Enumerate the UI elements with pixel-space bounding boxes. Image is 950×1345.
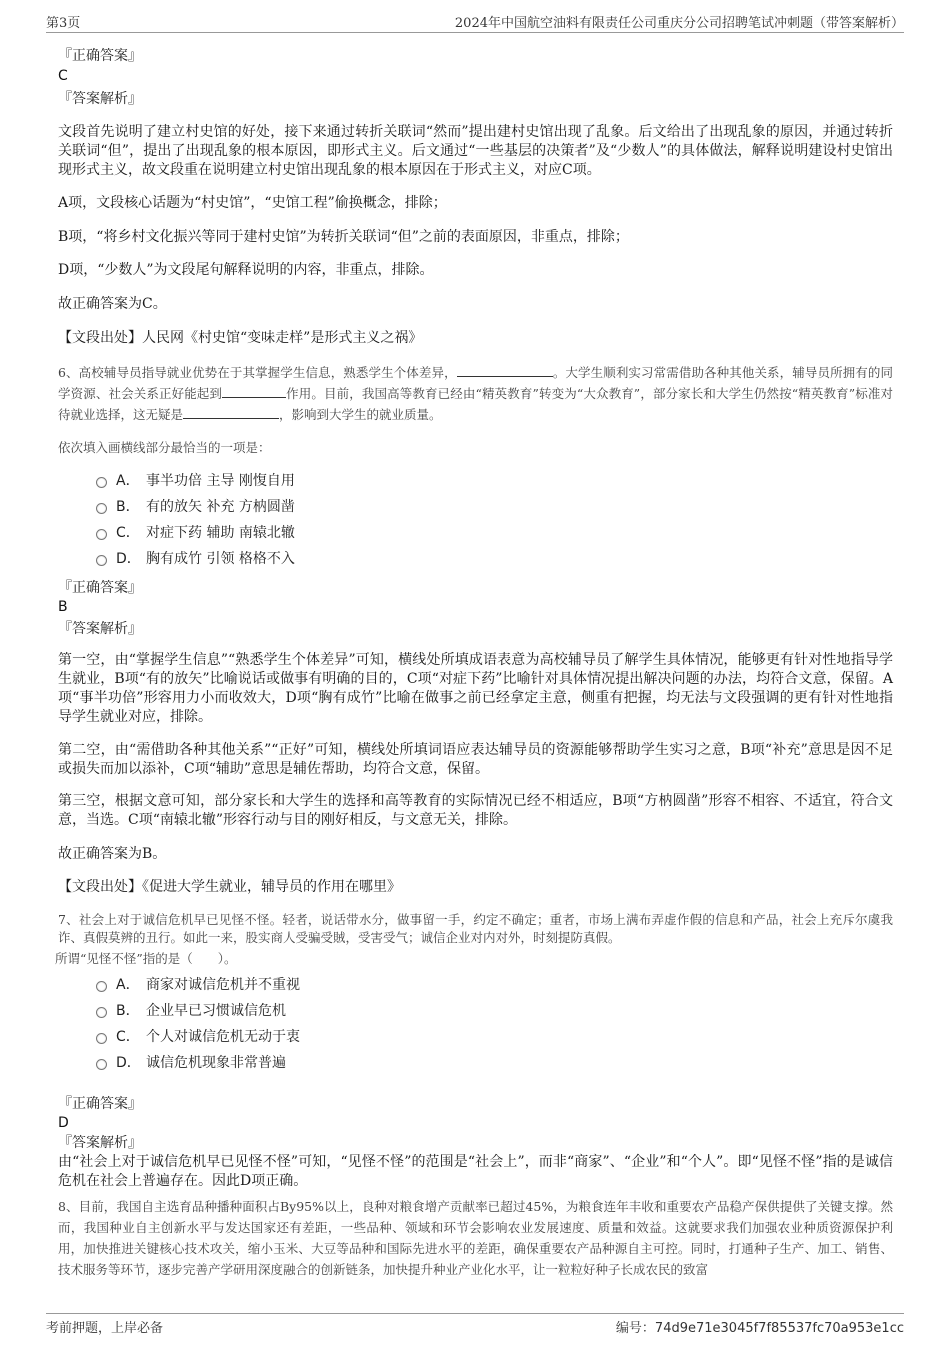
q6-analysis-blank-3: 第三空，根据文意可知，部分家长和大学生的选择和高等教育的实际情况已经不相适应，B项“方枘圆凿”形容不相容、不适宜，符合文意，当选。C项“南辕北辙”形容行动与目的刚好相反，与文意无关，排除。: [58, 793, 893, 828]
q6-option-b[interactable]: [96, 494, 295, 520]
radio-icon[interactable]: [96, 981, 107, 992]
q5-analysis-option-d: D项，“少数人”为文段尾句解释说明的内容，非重点，排除。: [58, 262, 434, 278]
q7-option-d[interactable]: [96, 1050, 286, 1076]
q6-analysis-blank-2: 第二空，由“需借助各种其他关系”“正好”可知，横线处所填词语应表达辅导员的资源能够帮助学生实习之意，B项“补充”意思是因不足或损失而加以添补，C项“辅助”意思是辅佐帮助，均符合文意，保留。: [58, 742, 893, 777]
q6-blank-1: [457, 364, 553, 377]
option-text: 个人对诚信危机无动于衷: [146, 1029, 300, 1045]
q7-analysis-label: 『答案解析』: [58, 1135, 142, 1151]
q6-stem-part-1: 6、高校辅导员指导就业优势在于其掌握学生信息，熟悉学生个体差异，: [58, 365, 457, 380]
q7-option-b[interactable]: [96, 998, 286, 1024]
q7-option-a[interactable]: [96, 972, 300, 998]
option-letter: C．: [116, 525, 140, 541]
radio-icon[interactable]: [96, 555, 107, 566]
document-title: 2024年中国航空油料有限责任公司重庆分公司招聘笔试冲刺题（带答案解析）: [454, 16, 904, 31]
radio-icon[interactable]: [96, 503, 107, 514]
q7-answer: D: [58, 1115, 69, 1131]
option-text: 事半功倍 主导 刚愎自用: [146, 473, 295, 489]
option-text: 诚信危机现象非常普遍: [146, 1055, 286, 1071]
radio-icon[interactable]: [96, 1059, 107, 1070]
option-letter: A．: [116, 473, 140, 489]
radio-icon[interactable]: [96, 1033, 107, 1044]
option-letter: B．: [116, 499, 140, 515]
q6-option-d[interactable]: [96, 546, 295, 572]
q6-source: 【文段出处】《促进大学生就业，辅导员的作用在哪里》: [58, 879, 401, 895]
q6-stem-part-2: 。大学生顺利实习常需借助各种其他关系，辅导员所拥有的同学资源、社会关系正好能起到: [58, 365, 893, 401]
radio-icon[interactable]: [96, 477, 107, 488]
q5-conclusion: 故正确答案为C。: [58, 296, 167, 312]
option-text: 有的放矢 补充 方枘圆凿: [146, 499, 295, 515]
option-letter: C．: [116, 1029, 140, 1045]
q5-answer: C: [58, 68, 68, 84]
option-letter: D．: [116, 551, 141, 567]
radio-icon[interactable]: [96, 1007, 107, 1018]
q6-answer: B: [58, 599, 68, 615]
q6-option-a[interactable]: [96, 468, 295, 494]
document-id: 编号：74d9e71e3045f7f85537fc70a953e1cc: [615, 1321, 904, 1336]
q6-answer-label: 『正确答案』: [58, 580, 142, 596]
q6-option-c[interactable]: [96, 520, 295, 546]
q6-stem-part-3: 作用。目前，我国高等教育已经由“精英教育”转变为“大众教育”，部分家长和大学生仍然按“精英教育”标准对待就业选择，这无疑是: [58, 386, 893, 422]
radio-icon[interactable]: [96, 529, 107, 540]
q6-analysis-label: 『答案解析』: [58, 621, 142, 637]
q6-instruction: 依次填入画横线部分最恰当的一项是：: [58, 440, 271, 455]
option-text: 对症下药 辅助 南辕北辙: [146, 525, 295, 541]
q6-blank-2: [222, 385, 286, 398]
q5-analysis-paragraph: 文段首先说明了建立村史馆的好处，接下来通过转折关联词“然而”提出建村史馆出现了乱象。后文给出了出现乱象的原因，并通过转折关联词“但”，提出了出现乱象的根本原因，即形式主义。后文通过“一些基层的决策者”及“少数人”的具体做法，解释说明建设村史馆出现形式主义，故文段重在说明建立村史馆出现乱象的根本原因在于形式主义，对应C项。: [58, 124, 893, 178]
option-letter: A．: [116, 977, 140, 993]
q7-answer-label: 『正确答案』: [58, 1096, 142, 1112]
q6-blank-3: [183, 406, 279, 419]
q5-answer-label: 『正确答案』: [58, 48, 142, 64]
q7-stem: 7、社会上对于诚信危机早已见怪不怪。轻者，说话带水分，做事留一手，约定不确定；重者，市场上满布弄虚作假的信息和产品，社会上充斥尔虞我诈、真假莫辨的丑行。如此一来，股实商人受骗受賊，受害受气；诚信企业对内对外，时刻提防真假。: [58, 912, 893, 945]
option-text: 企业早已习惯诚信危机: [146, 1003, 286, 1019]
q5-analysis-option-b: B项，“将乡村文化振兴等同于建村史馆”为转折关联词“但”之前的表面原因，非重点，排除；: [58, 229, 629, 245]
q5-source: 【文段出处】人民网《村史馆“变味走样”是形式主义之祸》: [58, 330, 423, 346]
q6-stem: [58, 362, 893, 425]
option-text: 商家对诚信危机并不重视: [146, 977, 300, 993]
page-header: [46, 12, 904, 33]
footer-slogan: 考前押题，上岸必备: [46, 1321, 164, 1336]
option-letter: D．: [116, 1055, 141, 1071]
q6-stem-part-4: ，影响到大学生的就业质量。: [279, 407, 442, 422]
option-text: 胸有成竹 引领 格格不入: [146, 551, 295, 567]
q5-analysis-option-a: A项，文段核心话题为“村史馆”，“史馆工程”偷换概念，排除；: [58, 195, 447, 211]
q7-question: 所谓“见怪不怪”指的是（ ）。: [55, 951, 237, 966]
q7-analysis: 由“社会上对于诚信危机早已见怪不怪”可知，“见怪不怪”的范围是“社会上”，而非“商家”、“企业”和“个人”。即“见怪不怪”指的是诚信危机在社会上普遍存在。因此D项正确。: [58, 1154, 893, 1189]
option-letter: B．: [116, 1003, 140, 1019]
q8-stem: 8、目前，我国自主选育品种播种面积占By95%以上，良种对粮食增产贡献率已超过45%，为粮食连年丰收和重要农产品稳产保供提供了关键支撑。然而，我国种业自主创新水平与发达国家还有差距，一些品种、领域和环节会影响农业发展速度、质量和效益。这就要求我们加强农业种质资源保护利用，加快推进关键核心技术攻关，缩小玉米、大豆等品种和国际先进水平的差距，确保重要农产品种源自主可控。同时，打通种子生产、加工、销售、技术服务等环节，逐步完善产学研用深度融合的创新链条，加快提升种业产业化水平，让一粒粒好种子长成农民的致富: [58, 1199, 893, 1277]
q7-option-c[interactable]: [96, 1024, 300, 1050]
page-number: 第3页: [46, 16, 81, 31]
q6-analysis-blank-1: 第一空，由“掌握学生信息”“熟悉学生个体差异”可知，横线处所填成语表意为高校辅导员了解学生具体情况，能够更有针对性地指导学生就业，B项“有的放矢”比喻说话或做事有明确的目的，C项“对症下药”比喻针对具体情况提出解决问题的办法，均符合文意，保留。A项“事半功倍”形容用力小而收效大，D项“胸有成竹”比喻在做事之前已经拿定主意，侧重有把握，均无法与文段强调的更有针对性地指导学生就业对应，排除。: [58, 652, 893, 725]
page-footer: [46, 1313, 904, 1334]
q5-analysis-label: 『答案解析』: [58, 91, 142, 107]
q6-conclusion: 故正确答案为B。: [58, 846, 167, 862]
